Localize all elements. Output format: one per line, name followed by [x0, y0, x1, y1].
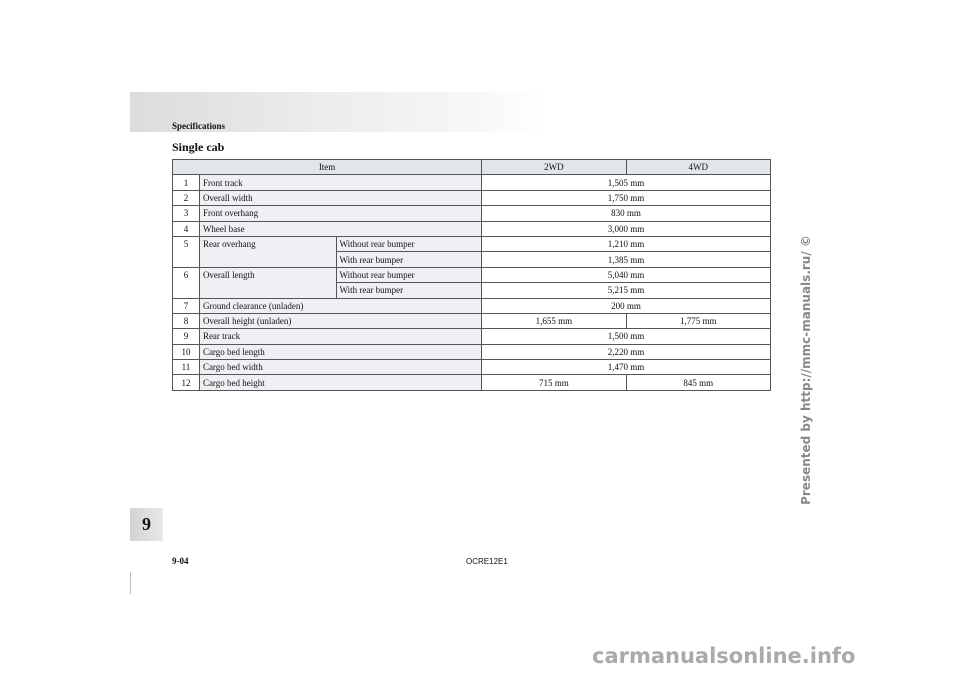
document-code: OCRE12E1	[466, 557, 508, 566]
row-item: Overall width	[199, 190, 481, 205]
footer-watermark: carmanualsonline.info	[592, 644, 856, 668]
side-watermark-text: Presented by http://mmc-manuals.ru/ ©	[799, 235, 813, 505]
row-value: 3,000 mm	[482, 221, 771, 236]
table-row	[173, 313, 771, 328]
row-item: Cargo bed length	[199, 344, 481, 359]
crop-mark	[130, 572, 131, 594]
table-row	[173, 236, 771, 251]
header-4wd: 4WD	[626, 160, 770, 175]
row-number: 3	[173, 206, 200, 221]
table-row	[173, 329, 771, 344]
row-sub-item: Without rear bumper	[336, 236, 482, 251]
row-number: 10	[173, 344, 200, 359]
table-row	[173, 344, 771, 359]
row-number: 4	[173, 221, 200, 236]
row-value: 1,500 mm	[482, 329, 771, 344]
row-value-4wd: 845 mm	[626, 375, 770, 390]
row-number: 12	[173, 375, 200, 390]
specifications-table	[172, 159, 771, 391]
row-item: Overall height (unladen)	[199, 313, 481, 328]
header-2wd: 2WD	[482, 160, 626, 175]
row-value: 200 mm	[482, 298, 771, 313]
row-item: Front track	[199, 175, 481, 190]
row-item: Cargo bed height	[199, 375, 481, 390]
table-row	[173, 375, 771, 390]
row-value: 830 mm	[482, 206, 771, 221]
row-number: 9	[173, 329, 200, 344]
table-header-row	[173, 160, 771, 175]
row-sub-item: With rear bumper	[336, 283, 482, 298]
row-item: Front overhang	[199, 206, 481, 221]
table-row	[173, 360, 771, 375]
row-sub-item: With rear bumper	[336, 252, 482, 267]
row-item: Overall length	[199, 267, 336, 298]
row-value: 1,505 mm	[482, 175, 771, 190]
table-row	[173, 190, 771, 205]
row-item: Ground clearance (unladen)	[199, 298, 481, 313]
table-row	[173, 175, 771, 190]
row-value: 1,210 mm	[482, 236, 771, 251]
row-value: 5,215 mm	[482, 283, 771, 298]
row-item: Rear overhang	[199, 236, 336, 267]
row-value: 1,470 mm	[482, 360, 771, 375]
row-number: 1	[173, 175, 200, 190]
table-row	[173, 206, 771, 221]
page-header-title: Specifications	[172, 121, 225, 131]
header-item: Item	[173, 160, 482, 175]
row-value: 1,385 mm	[482, 252, 771, 267]
row-value: 2,220 mm	[482, 344, 771, 359]
table-row	[173, 267, 771, 282]
table-row	[173, 298, 771, 313]
row-value-2wd: 715 mm	[482, 375, 626, 390]
row-number: 8	[173, 313, 200, 328]
row-number: 7	[173, 298, 200, 313]
row-value: 5,040 mm	[482, 267, 771, 282]
row-value-4wd: 1,775 mm	[626, 313, 770, 328]
row-sub-item: Without rear bumper	[336, 267, 482, 282]
row-item: Wheel base	[199, 221, 481, 236]
row-number: 6	[173, 267, 200, 298]
chapter-tab: 9	[130, 508, 163, 541]
row-number: 5	[173, 236, 200, 267]
row-number: 11	[173, 360, 200, 375]
table-row	[173, 221, 771, 236]
row-item: Cargo bed width	[199, 360, 481, 375]
page-number: 9-04	[172, 556, 189, 566]
row-item: Rear track	[199, 329, 481, 344]
row-number: 2	[173, 190, 200, 205]
row-value: 1,750 mm	[482, 190, 771, 205]
section-title: Single cab	[172, 140, 225, 154]
row-value-2wd: 1,655 mm	[482, 313, 626, 328]
